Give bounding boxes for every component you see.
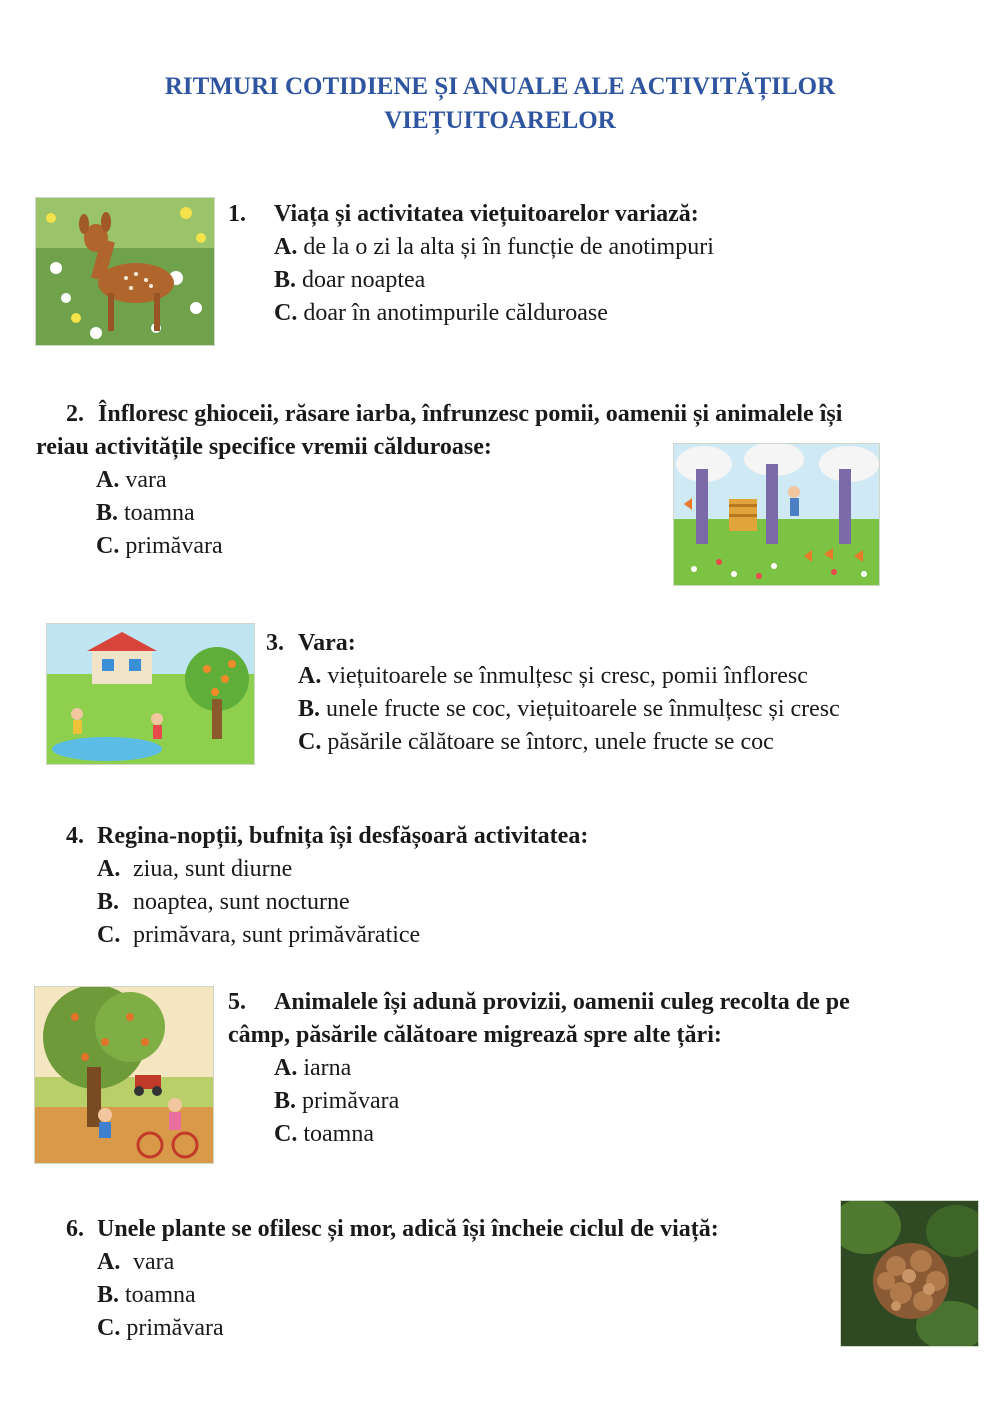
question-5: [228, 986, 948, 1151]
question-4: [66, 820, 588, 952]
question-1-number: 1.: [228, 201, 246, 227]
question-5-stem-line1: Animalele își adună provizii, oamenii culeg recolta de pe: [274, 989, 850, 1015]
question-2-number: 2.: [66, 401, 84, 427]
question-3-option-b[interactable]: B. unele fructe se coc, viețuitoarele se înmulțesc și cresc: [298, 696, 840, 722]
question-6-option-b[interactable]: B. toamna: [97, 1282, 196, 1308]
question-1-stem: Viața și activitatea viețuitoarelor variază:: [274, 201, 699, 227]
question-3-option-a[interactable]: A. viețuitoarele se înmulțesc și cresc, pomii înfloresc: [298, 663, 808, 689]
question-3-stem: Vara:: [298, 630, 356, 656]
question-4-option-c[interactable]: C. primăvara, sunt primăvăratice: [97, 922, 421, 948]
page-title-line1: RITMURI COTIDIENE ȘI ANUALE ALE ACTIVITĂȚILOR: [164, 73, 836, 100]
question-1-option-b[interactable]: B. doar noaptea: [274, 267, 426, 293]
autumn-tree-image: [34, 986, 214, 1164]
question-4-number: 4.: [66, 823, 84, 849]
question-3-number: 3.: [266, 630, 284, 656]
question-3-option-c[interactable]: C. păsările călătoare se întorc, unele fructe se coc: [298, 729, 774, 755]
question-6-option-c[interactable]: C. primăvara: [97, 1315, 224, 1341]
question-1-option-a[interactable]: A. de la o zi la alta și în funcție de anotimpuri: [274, 234, 714, 260]
page-title: [0, 70, 1000, 138]
question-4-stem: Regina-nopții, bufnița își desfășoară activitatea:: [97, 823, 589, 849]
question-2-option-b[interactable]: B. toamna: [96, 500, 195, 526]
question-6-option-a[interactable]: A. vara: [97, 1249, 175, 1275]
dried-flower-image: [840, 1200, 979, 1347]
question-4-option-a[interactable]: A. ziua, sunt diurne: [97, 856, 293, 882]
question-6-number: 6.: [66, 1216, 84, 1242]
question-6-stem: Unele plante se ofilesc și mor, adică își încheie ciclul de viață:: [97, 1216, 719, 1242]
question-4-option-b[interactable]: B. noaptea, sunt nocturne: [97, 889, 350, 915]
deer-meadow-image: [35, 197, 215, 346]
question-5-option-c[interactable]: C. toamna: [274, 1121, 374, 1147]
question-2-stem-line2: reiau activitățile specifice vremii călduroase:: [36, 434, 492, 460]
question-2-option-a[interactable]: A. vara: [96, 467, 167, 493]
question-2-stem-line1: Înfloresc ghioceii, răsare iarba, înfrunzesc pomii, oamenii și animalele își: [98, 401, 843, 427]
spring-forest-image: [673, 443, 880, 586]
question-1-option-c[interactable]: C. doar în anotimpurile călduroase: [274, 300, 608, 326]
question-1: [228, 198, 714, 330]
question-5-stem-line2: câmp, păsările călătoare migrează spre alte țări:: [228, 1022, 722, 1048]
question-5-option-a[interactable]: A. iarna: [274, 1055, 352, 1081]
question-5-option-b[interactable]: B. primăvara: [274, 1088, 400, 1114]
page-title-line2: VIEȚUITOARELOR: [384, 107, 616, 134]
question-6: [66, 1213, 719, 1345]
question-5-number: 5.: [228, 989, 246, 1015]
question-3: [266, 627, 840, 759]
summer-garden-image: [46, 623, 255, 765]
question-2-option-c[interactable]: C. primăvara: [96, 533, 223, 559]
